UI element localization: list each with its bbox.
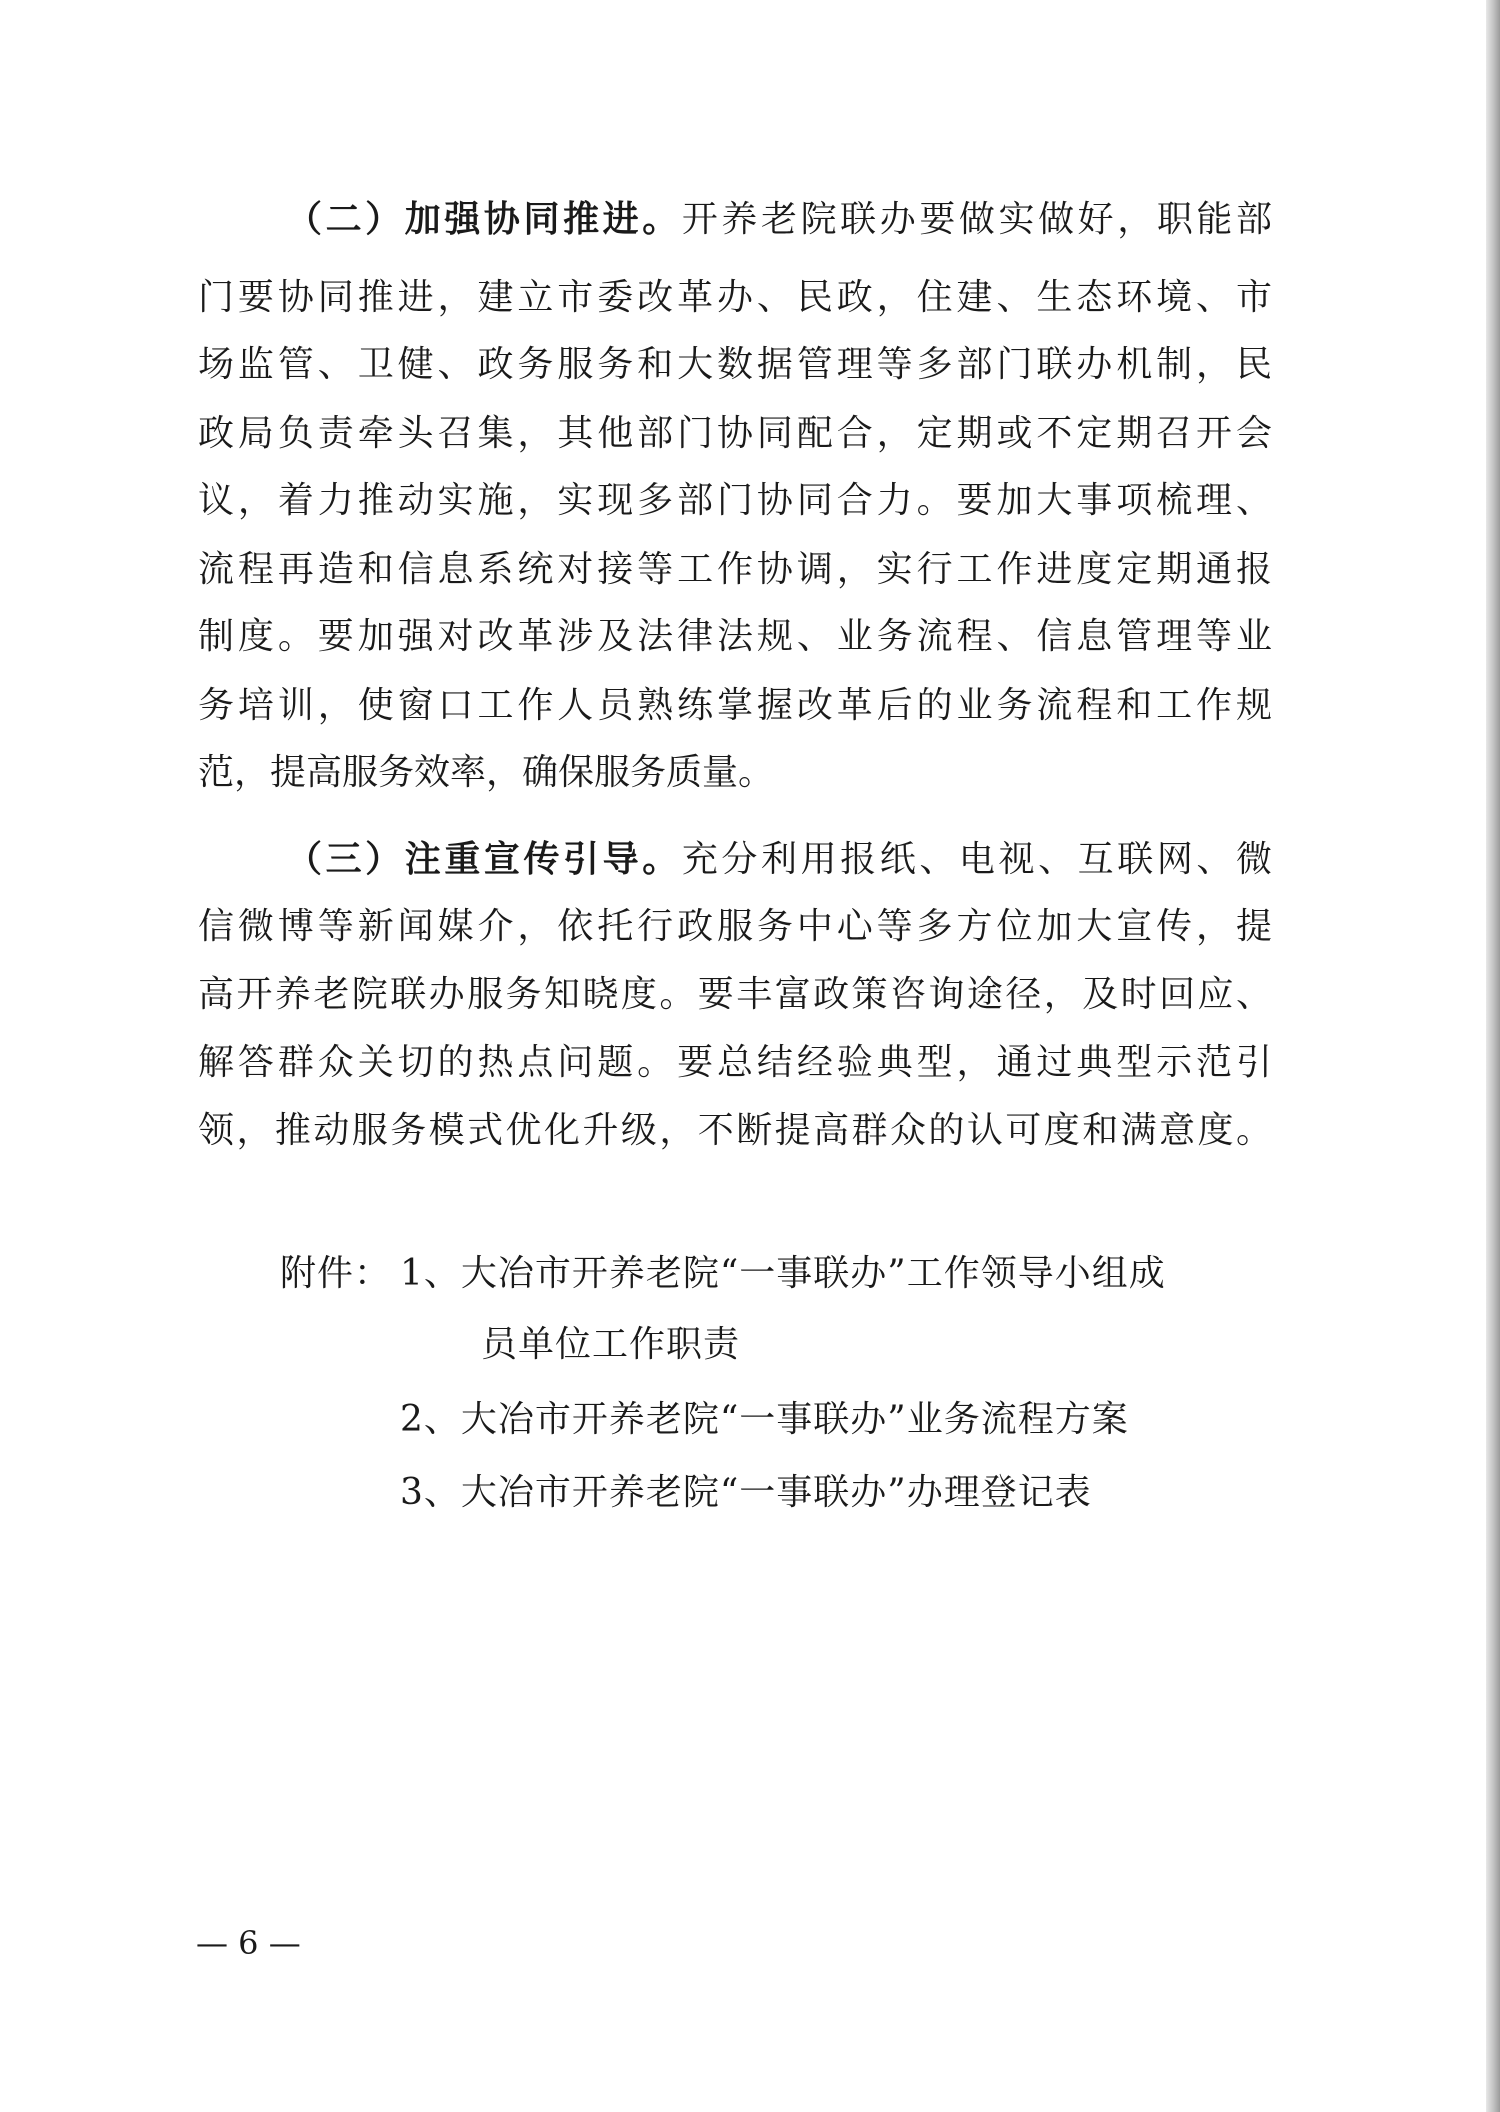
section3-first-line bbox=[286, 838, 1272, 882]
section3-heading: （三）注重宣传引导。 bbox=[286, 839, 682, 880]
attachment-item-1: 1、大冶市开养老院“一事联办”工作领导小组成 bbox=[400, 1253, 1166, 1294]
section2-line: 范，提高服务效率，确保服务质量。 bbox=[198, 752, 775, 793]
page-number: — 6 — bbox=[196, 1924, 301, 1962]
section2-line: 场监管、卫健、政务服务和大数据管理等多部门联办机制，民 bbox=[198, 344, 1272, 385]
section2-line: 制度。要加强对改革涉及法律法规、业务流程、信息管理等业 bbox=[198, 616, 1272, 657]
section3-line: 高开养老院联办服务知晓度。要丰富政策咨询途径，及时回应、 bbox=[198, 974, 1272, 1015]
section2-first-line-text: 开养老院联办要做实做好，职能部 bbox=[681, 199, 1272, 240]
attachments-label: 附件： bbox=[280, 1253, 392, 1294]
section2-line: 议，着力推动实施，实现多部门协同合力。要加大事项梳理、 bbox=[198, 480, 1272, 521]
section3-line: 解答群众关切的热点问题。要总结经验典型，通过典型示范引 bbox=[198, 1042, 1272, 1083]
section3-line: 信微博等新闻媒介，依托行政服务中心等多方位加大宣传，提 bbox=[198, 906, 1272, 947]
attachment-item-1-continued: 员单位工作职责 bbox=[481, 1324, 741, 1365]
attachment-item-3: 3、大冶市开养老院“一事联办”办理登记表 bbox=[400, 1472, 1092, 1513]
attachment-item-2: 2、大冶市开养老院“一事联办”业务流程方案 bbox=[400, 1399, 1129, 1440]
section2-line: 门要协同推进，建立市委改革办、民政，住建、生态环境、市 bbox=[198, 277, 1272, 318]
section2-first-line bbox=[286, 198, 1272, 242]
section2-heading: （二）加强协同推进。 bbox=[286, 199, 682, 240]
section2-line: 政局负责牵头召集，其他部门协同配合，定期或不定期召开会 bbox=[198, 413, 1272, 454]
scan-edge-shadow bbox=[1486, 0, 1500, 2112]
section2-line: 务培训，使窗口工作人员熟练掌握改革后的业务流程和工作规 bbox=[198, 685, 1272, 726]
section2-line: 流程再造和信息系统对接等工作协调，实行工作进度定期通报 bbox=[198, 549, 1272, 590]
section3-line: 领，推动服务模式优化升级，不断提高群众的认可度和满意度。 bbox=[198, 1110, 1272, 1151]
section3-first-line-text: 充分利用报纸、电视、互联网、微 bbox=[681, 839, 1272, 880]
